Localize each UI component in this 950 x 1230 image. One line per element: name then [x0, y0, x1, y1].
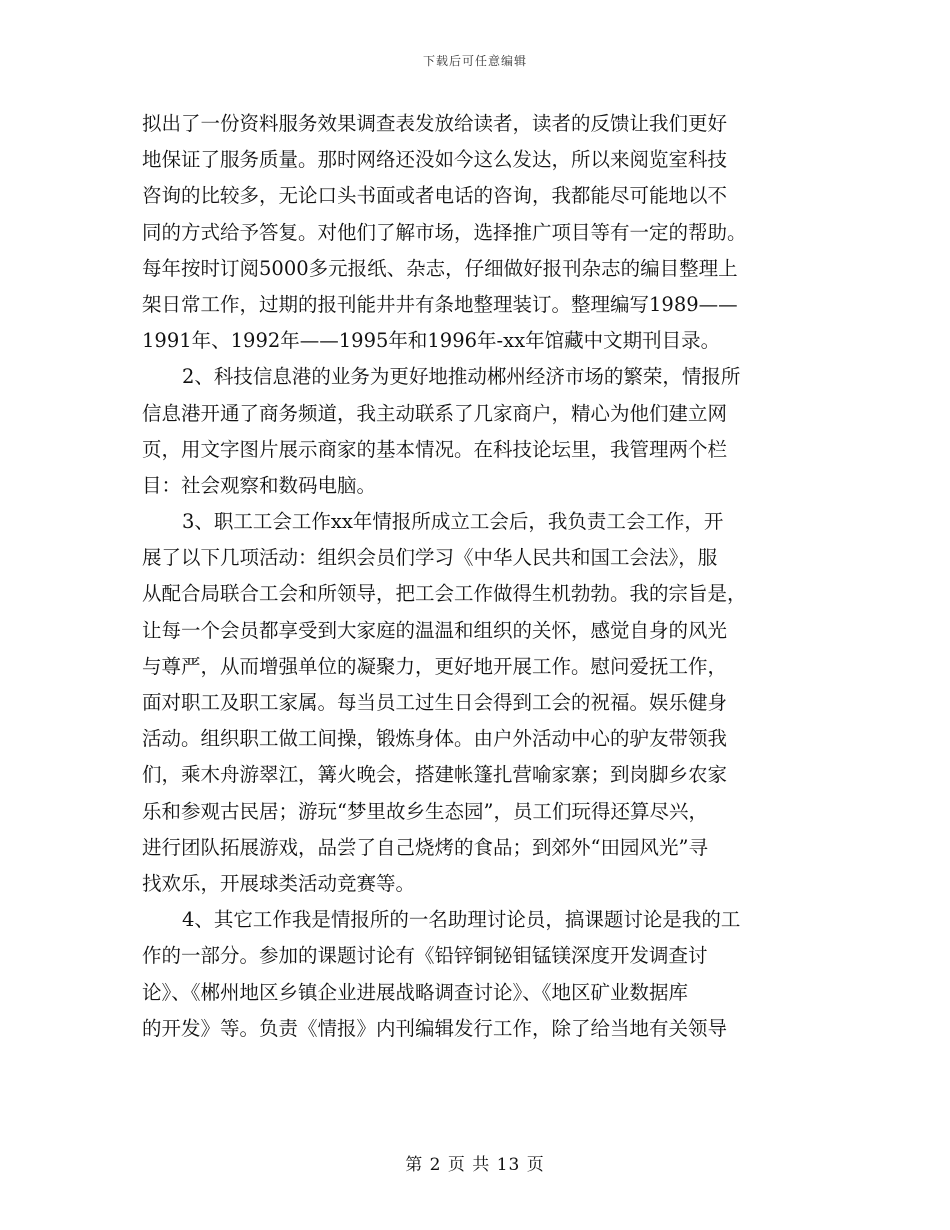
text-line: 页，用文字图片展示商家的基本情况。在科技论坛里，我管理两个栏 [142, 437, 728, 461]
text-line: 与尊严，从而增强单位的凝聚力，更好地开展工作。慰问爱抚工作， [142, 654, 728, 678]
text-line: 同的方式给予答复。对他们了解市场，选择推广项目等有一定的帮助。 [142, 220, 747, 244]
text-line: 进行团队拓展游戏，品尝了自己烧烤的食品；到郊外“田园风光”寻 [142, 835, 708, 859]
document-body [142, 106, 808, 1047]
text-line: 活动。组织职工做工间操，锻炼身体。由户外活动中心的驴友带领我 [142, 727, 728, 751]
text-line: 作的一部分。参加的课题讨论有《铅锌铜铋钼锰镁深度开发调查讨 [142, 944, 708, 968]
text-line: 拟出了一份资料服务效果调查表发放给读者，读者的反馈让我们更好 [142, 112, 728, 135]
text-line: 地保证了服务质量。那时网络还没如今这么发达，所以来阅览室科技 [142, 148, 728, 172]
text-line: 咨询的比较多，无论口头书面或者电话的咨询，我都能尽可能地以不 [142, 184, 728, 208]
text-line: 从配合局联合工会和所领导，把工会工作做得生机勃勃。我的宗旨是， [142, 582, 747, 606]
paragraph-start-line: 2、科技信息港的业务为更好地推动郴州经济市场的繁荣，情报所 [182, 365, 741, 389]
text-line: 的开发》等。负责《情报》内刊编辑发行工作，除了给当地有关领导 [142, 1016, 728, 1040]
text-line: 1991年、1992年——1995年和1996年-xx年馆藏中文期刊目录。 [142, 329, 721, 353]
page-header: 下载后可任意编辑 [422, 54, 527, 68]
text-line: 每年按时订阅5000多元报纸、杂志，仔细做好报刊杂志的编目整理上 [142, 256, 738, 280]
text-line: 面对职工及职工家属。每当员工过生日会得到工会的祝福。娱乐健身 [142, 691, 728, 714]
text-line: 们，乘木舟游翠江，篝火晚会，搭建帐篷扎营喻家寨；到岗脚乡农家 [142, 763, 728, 787]
text-line: 论》、《郴州地区乡镇企业进展战略调查讨论》、《地区矿业数据库 [142, 980, 689, 1004]
text-line: 目：社会观察和数码电脑。 [142, 473, 377, 497]
paragraph-start-line: 3、职工工会工作xx年情报所成立工会后，我负责工会工作，开 [182, 510, 724, 534]
text-line: 信息港开通了商务频道，我主动联系了几家商户，精心为他们建立网 [142, 401, 728, 425]
paragraph-start-line: 4、其它工作我是情报所的一名助理讨论员，搞课题讨论是我的工 [182, 908, 741, 932]
text-line: 乐和参观古民居；游玩“梦里故乡生态园”，员工们玩得还算尽兴， [142, 799, 708, 823]
text-line: 找欢乐，开展球类活动竞赛等。 [142, 871, 416, 895]
text-line: 展了以下几项活动：组织会员们学习《中华人民共和国工会法》，服 [142, 546, 718, 570]
text-line: 架日常工作，过期的报刊能井井有条地整理装订。整理编写1989—— [142, 292, 738, 316]
page-footer: 第 2 页 共 13 页 [405, 1155, 545, 1175]
text-line: 让每一个会员都享受到大家庭的温温和组织的关怀，感觉自身的风光 [142, 618, 728, 642]
